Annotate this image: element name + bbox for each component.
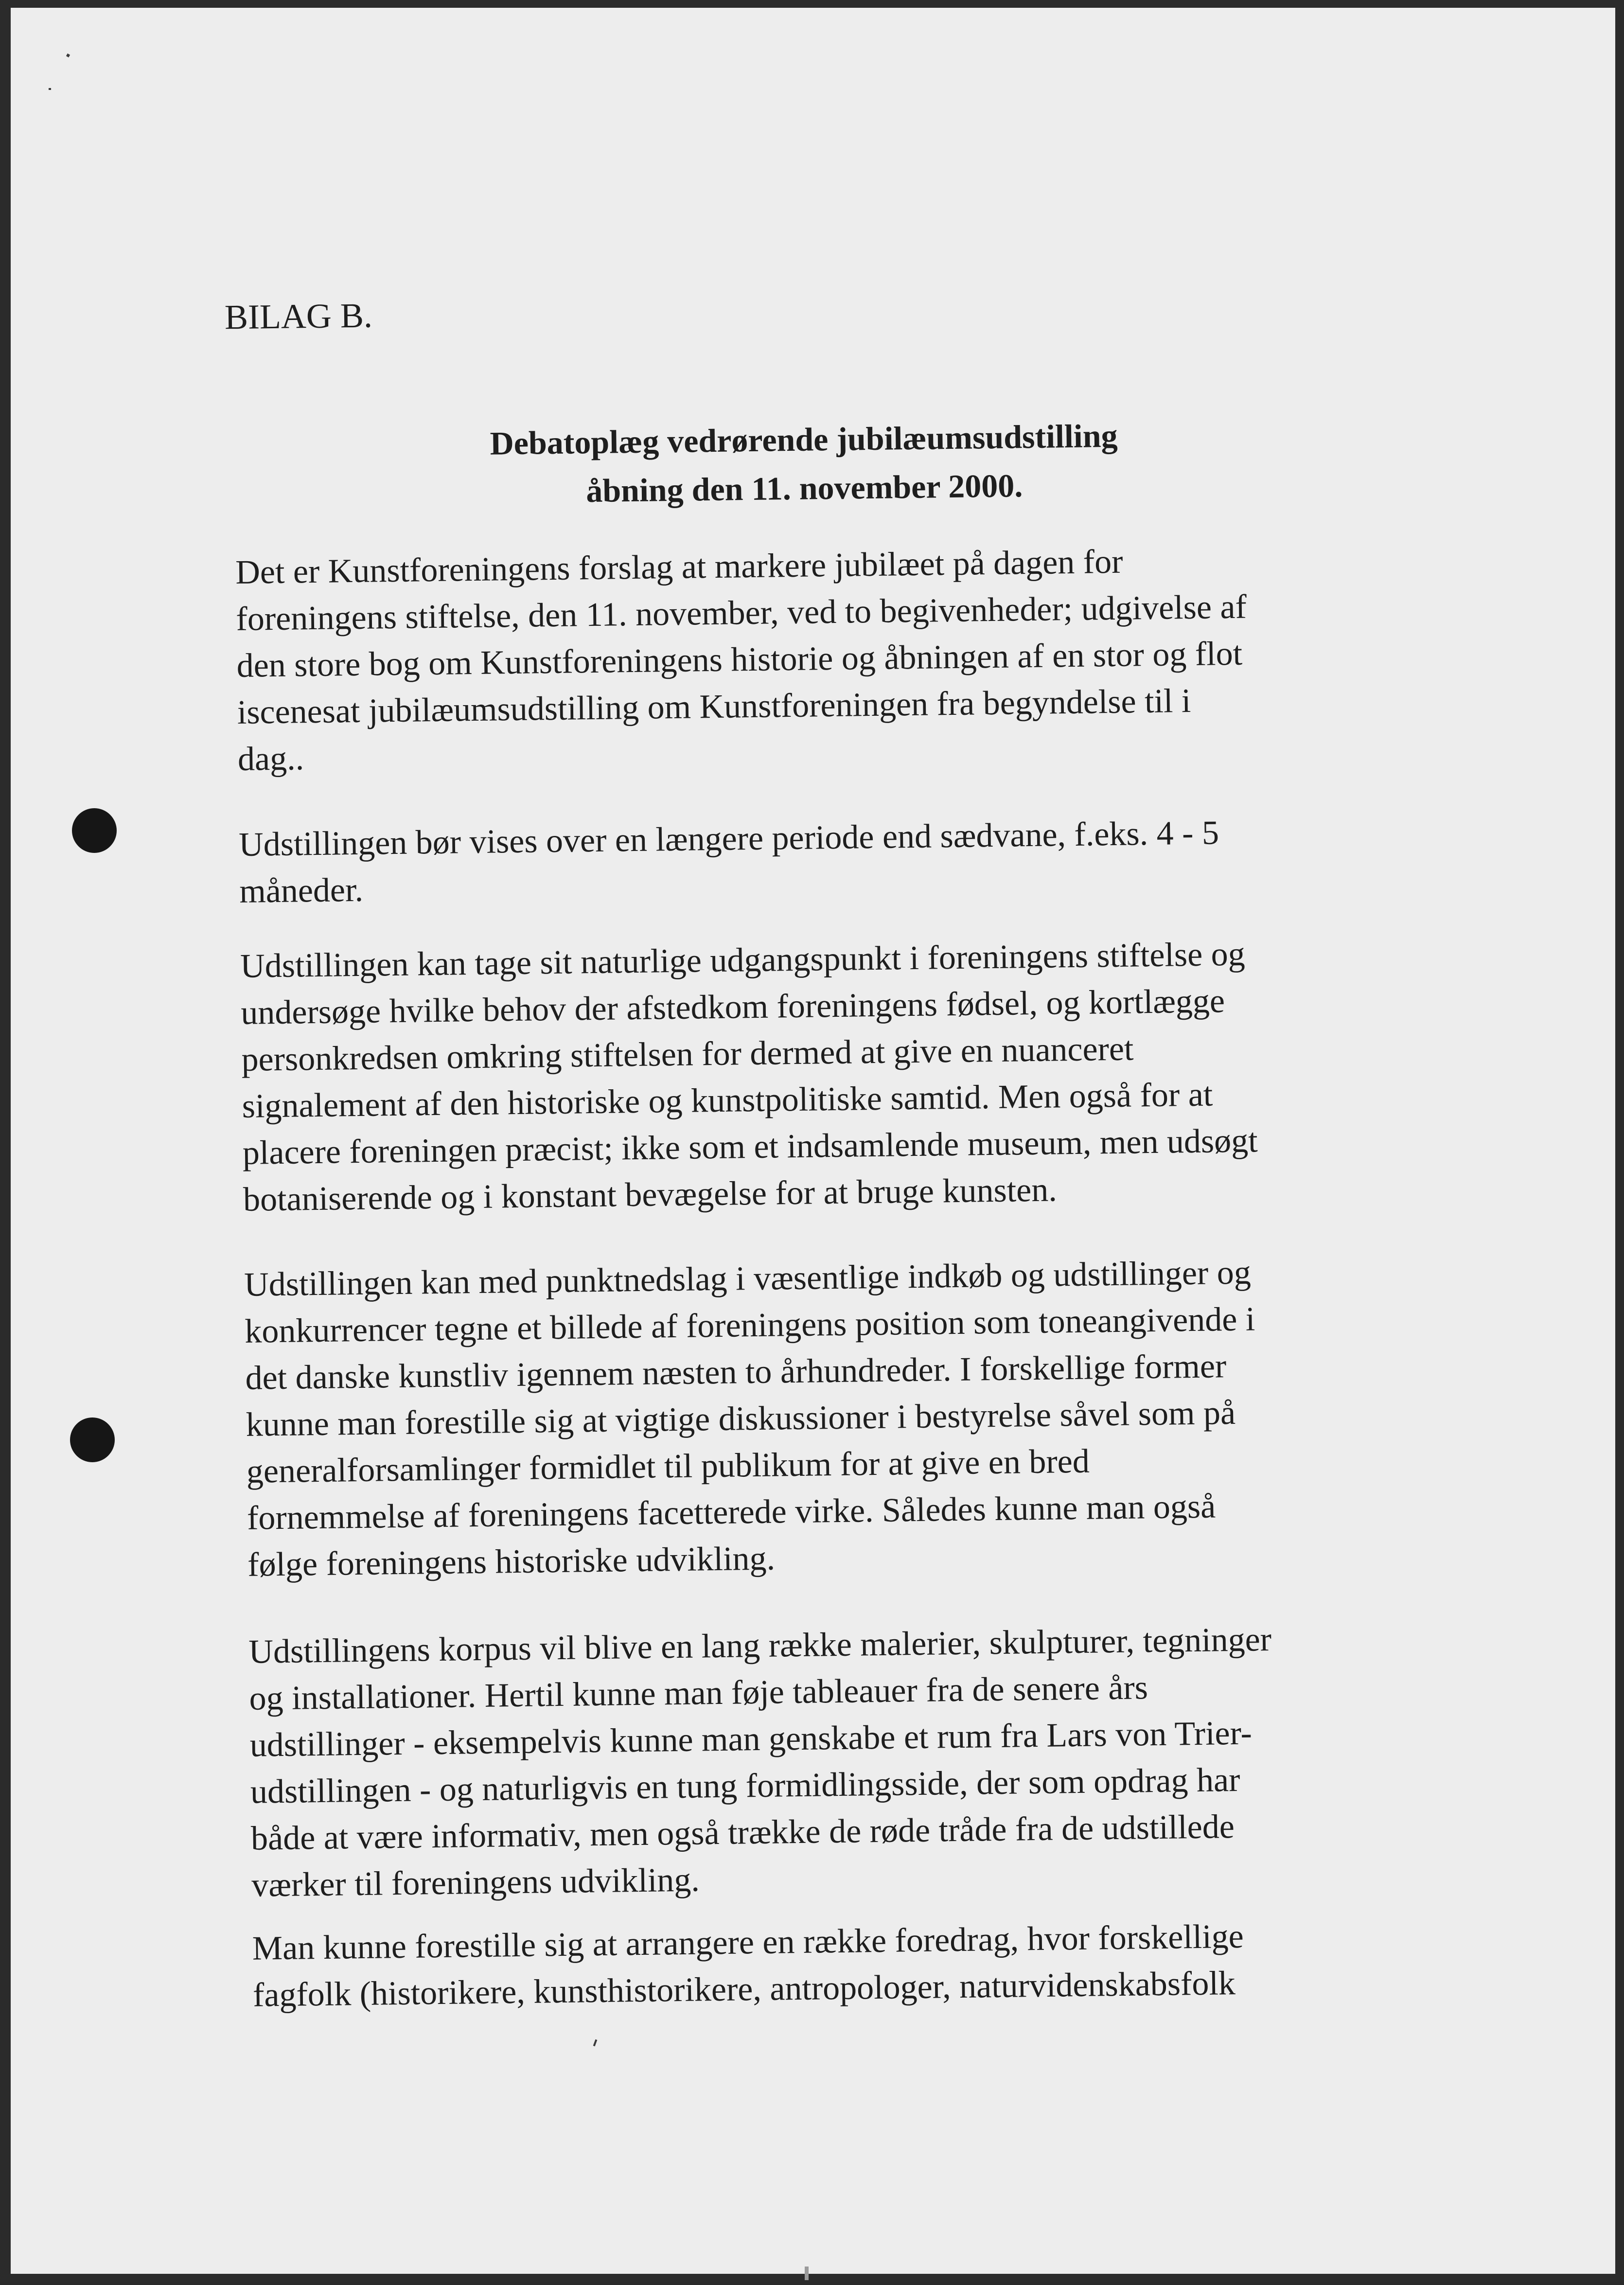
text-line: Udstillingen kan tage sit naturlige udgangspunkt i foreningens stiftelse og <box>240 935 1246 985</box>
text-line: Udstillingen bør vises over en længere periode end sædvane, f.eks. 4 - 5 <box>238 814 1219 864</box>
text-line: både at være informativ, men også trække de røde tråde fra de udstillede <box>250 1808 1235 1858</box>
text-line: botaniserende og i konstant bevægelse for at bruge kunsten. <box>243 1171 1058 1219</box>
paragraph-1 <box>235 537 1249 783</box>
text-line: Man kunne forestille sig at arrangere en række foredrag, hvor forskellige <box>252 1917 1244 1967</box>
text-line: Udstillingen kan med punktnedslag i væsentlige indkøb og udstillinger og <box>244 1254 1252 1304</box>
text-line: udstillinger - eksempelvis kunne man genskabe et rum fra Lars von Trier- <box>249 1714 1253 1764</box>
text-line: dag.. <box>237 740 304 778</box>
text-line: konkurrencer tegne et billede af foreningens position som toneangivende i <box>244 1300 1255 1350</box>
text-line: den store bog om Kunstforeningens historie og åbningen af en stor og flot <box>236 635 1243 685</box>
paragraph-5 <box>248 1616 1275 1909</box>
text-line: foreningens stiftelse, den 11. november, ved to begivenheder; udgivelse af <box>236 588 1247 638</box>
title-line: Debatoplæg vedrørende jubilæumsudstilling <box>490 417 1118 462</box>
text-line: placere foreningen præcist; ikke som et indsamlende museum, men udsøgt <box>242 1122 1258 1172</box>
title-line: åbning den 11. november 2000. <box>585 467 1023 510</box>
text-line: signalement af den historiske og kunstpolitiske samtid. Men også for at <box>242 1076 1213 1125</box>
text-line: værker til foreningens udvikling. <box>251 1861 700 1904</box>
text-line: iscenesat jubilæumsudstilling om Kunstforeningen fra begyndelse til i <box>237 682 1191 731</box>
text-line: undersøge hvilke behov der afstedkom foreningens fødsel, og kortlægge <box>240 982 1225 1032</box>
text-line: kunne man forestille sig at vigtige diskussioner i bestyrelse såvel som på <box>246 1394 1236 1444</box>
paragraph-4 <box>244 1249 1258 1588</box>
paragraph-3 <box>240 931 1259 1223</box>
text-line: fagfolk (historikere, kunsthistorikere, antropologer, naturvidenskabsfolk <box>252 1965 1236 2014</box>
text-line: Udstillingens korpus vil blive en lang række malerier, skulpturer, tegninger <box>248 1621 1272 1671</box>
text-line: og installationer. Hertil kunne man føje tableauer fra de senere års <box>249 1669 1148 1718</box>
text-line: måneder. <box>239 871 364 910</box>
text-line: udstillingen - og naturligvis en tung formidlingsside, der som opdrag har <box>250 1761 1240 1811</box>
text-line: følge foreningens historiske udvikling. <box>247 1540 776 1584</box>
paragraph-6 <box>252 1913 1244 2019</box>
text-line: generalforsamlinger formidlet til publikum for at give en bred <box>246 1442 1090 1490</box>
text-line: Det er Kunstforeningens forslag at markere jubilæet på dagen for <box>235 543 1123 591</box>
text-line: personkredsen omkring stiftelsen for dermed at give en nuanceret <box>241 1030 1134 1079</box>
text-line: det danske kunstliv igennem næsten to århundreder. I forskellige former <box>245 1347 1227 1397</box>
text-line: fornemmelse af foreningens facetterede virke. Således kunne man også <box>247 1488 1216 1537</box>
document-title <box>225 408 1383 519</box>
paragraph-2 <box>239 810 1220 915</box>
appendix-label: BILAG B. <box>224 296 373 337</box>
